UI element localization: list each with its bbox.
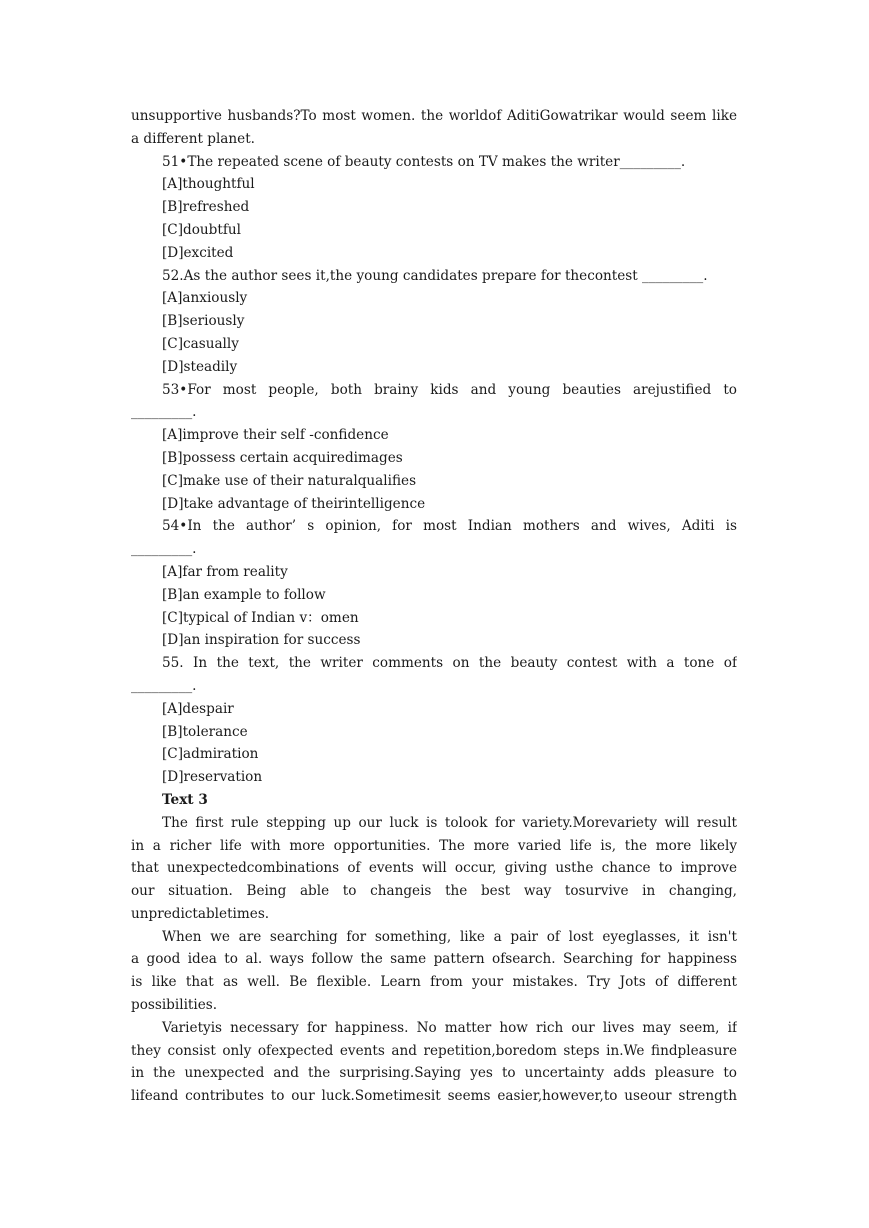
option-54-b: [B]an example to follow	[162, 586, 326, 603]
option-53-d: [D]take advantage of theirintelligence	[162, 495, 426, 512]
passage-line: unsupportive husbands?To most women. the worldof AditiGowatrikar would seem like	[131, 108, 737, 124]
option-53-c: [C]make use of their naturalqualifies	[162, 472, 417, 489]
option-51-c: [C]doubtful	[162, 221, 241, 238]
question-text: 52.As the author sees it,the young candidates prepare for thecontest	[162, 267, 643, 284]
paragraph-line: lifeand contributes to our luck.Sometimesit seems easier,however,to useour strength	[131, 1088, 737, 1105]
option-55-a: [A]despair	[162, 700, 234, 717]
answer-blank-line: _________.	[131, 677, 197, 694]
option-52-d: [D]steadily	[162, 358, 238, 375]
section-heading: Text 3	[162, 791, 208, 808]
option-54-d: [D]an inspiration for success	[162, 632, 361, 649]
paragraph-line: possibilities.	[131, 997, 218, 1014]
option-51-d: [D]excited	[162, 244, 234, 261]
paragraph-line: in a richer life with more opportunities. The more varied life is, the more likely	[131, 837, 737, 854]
paragraph-line: a good idea to al. ways follow the same pattern ofsearch. Searching for happiness	[131, 951, 737, 968]
question-stem-51	[131, 151, 737, 174]
option-55-b: [B]tolerance	[162, 723, 248, 740]
option-52-b: [B]seriously	[162, 313, 245, 330]
option-51-a: [A]thoughtful	[162, 176, 255, 193]
answer-blank-line: _________.	[131, 541, 197, 558]
paragraph-line: The first rule stepping up our luck is tolook for variety.Morevariety will result	[162, 814, 737, 831]
document-page	[131, 105, 737, 1108]
question-stem-55: 55. In the text, the writer comments on the beauty contest with a tone of	[162, 655, 737, 672]
question-stem-54: 54•In the author’ s opinion, for most Indian mothers and wives, Aditi is	[162, 518, 737, 535]
option-53-b: [B]possess certain acquiredimages	[162, 449, 403, 466]
paragraph-line: When we are searching for something, like a pair of lost eyeglasses, it isn't	[162, 928, 737, 945]
question-text: 51•The repeated scene of beauty contests on TV makes the writer	[162, 153, 620, 170]
option-55-d: [D]reservation	[162, 769, 263, 786]
question-stem-52	[131, 265, 737, 288]
paragraph-line: they consist only ofexpected events and repetition,boredom steps in.We findpleasure	[131, 1042, 737, 1059]
answer-blank: _________.	[642, 267, 708, 284]
paragraph-line: Varietyis necessary for happiness. No matter how rich our lives may seem, if	[162, 1019, 737, 1036]
option-52-a: [A]anxiously	[162, 290, 248, 307]
option-54-a: [A]far from reality	[162, 563, 288, 580]
paragraph-line: our situation. Being able to changeis the best way tosurvive in changing,	[131, 883, 737, 900]
option-55-c: [C]admiration	[162, 746, 259, 763]
paragraph-line: in the unexpected and the surprising.Saying yes to uncertainty adds pleasure to	[131, 1065, 737, 1082]
paragraph-line: that unexpectedcombinations of events will occur, giving usthe chance to improve	[131, 860, 737, 877]
answer-blank-line: _________.	[131, 404, 197, 421]
option-52-c: [C]casually	[162, 335, 239, 352]
paragraph-line: unpredictabletimes.	[131, 905, 270, 922]
answer-blank: _________.	[619, 153, 686, 170]
paragraph-line: is like that as well. Be flexible. Learn from your mistakes. Try Jots of different	[131, 974, 737, 991]
option-53-a: [A]improve their self -confidence	[162, 427, 389, 444]
option-51-b: [B]refreshed	[162, 199, 250, 216]
passage-line: a different planet.	[131, 130, 255, 147]
option-54-c: [C]typical of Indian v：omen	[162, 609, 359, 626]
question-stem-53: 53•For most people, both brainy kids and young beauties arejustified to	[162, 381, 737, 398]
